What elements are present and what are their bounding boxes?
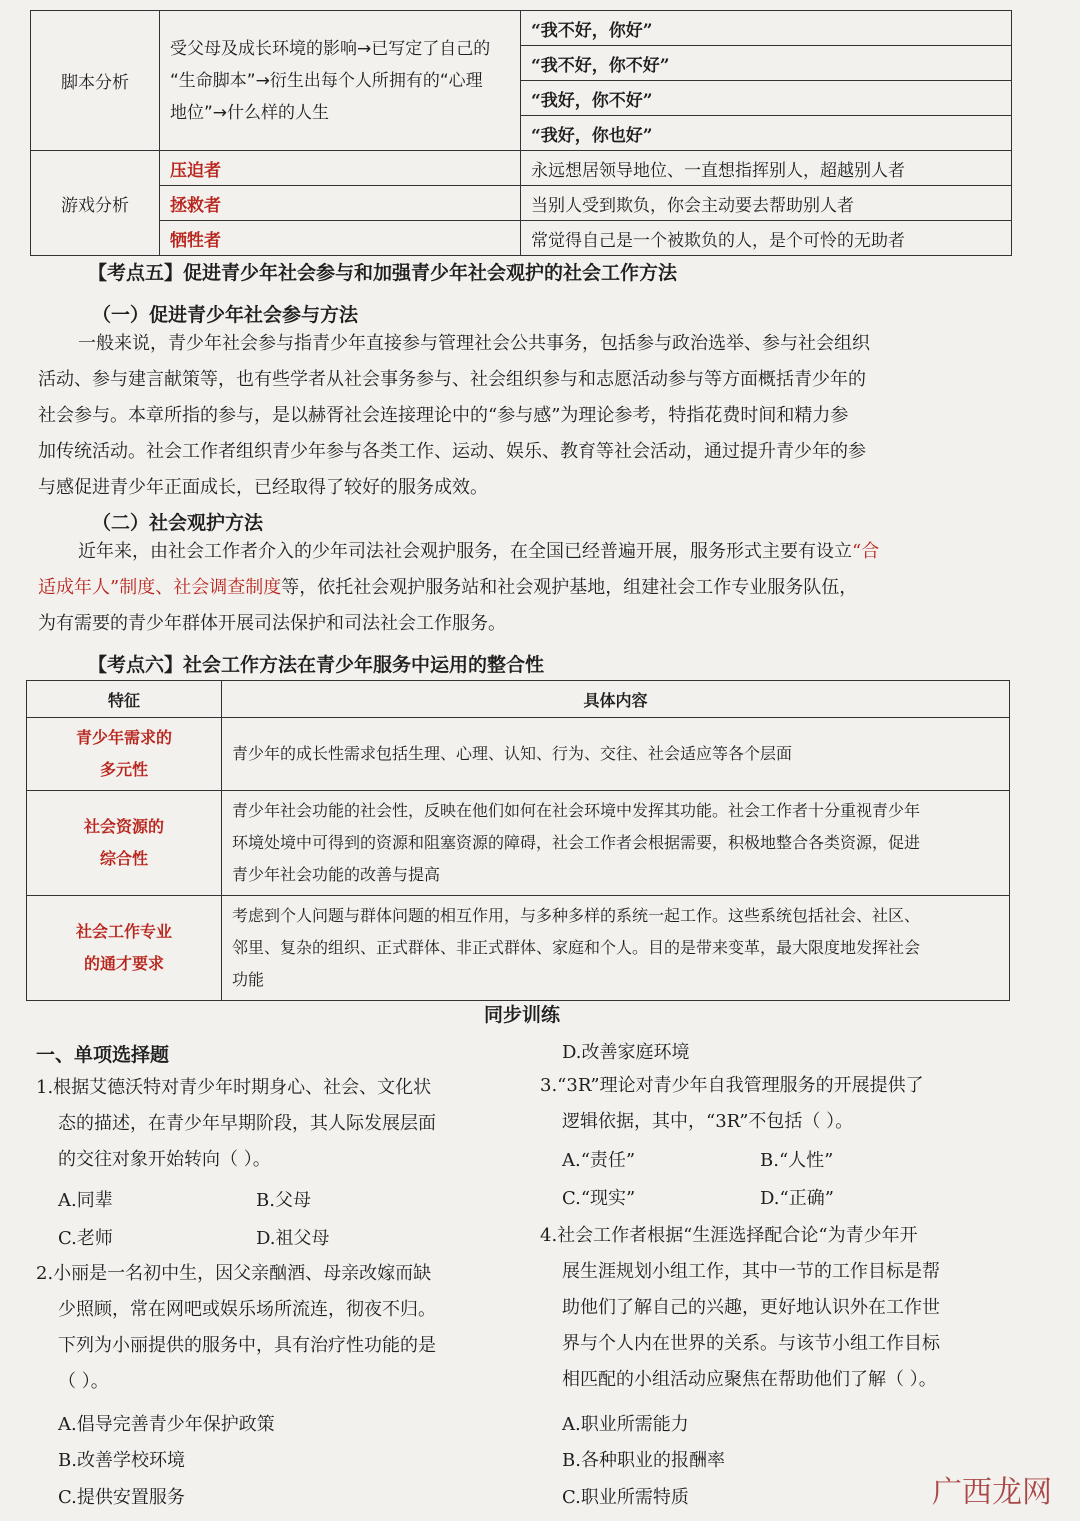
- header-feature: 特征: [27, 681, 222, 718]
- q3-option-b: B.“人性”: [760, 1150, 834, 1171]
- q3-option-c: C.“现实”: [562, 1188, 636, 1209]
- role-desc: 永远想居领导地位、一直想指挥别人，超越别人者: [521, 151, 1012, 186]
- integration-table: [26, 680, 1010, 1001]
- q1-option-c: C.老师: [58, 1228, 113, 1249]
- q2-option-a: A.倡导完善青少年保护政策: [58, 1414, 275, 1435]
- q4-option-b: B.各种职业的报酬率: [562, 1450, 725, 1471]
- life-position: “我不好，你好”: [521, 11, 1012, 46]
- game-analysis-label: 游戏分析: [31, 151, 160, 256]
- content-cell: 青少年的成长性需求包括生理、心理、认知、行为、交往、社会适应等各个层面: [222, 718, 1010, 791]
- feature-cell: 社会工作专业 的通才要求: [27, 896, 222, 1001]
- q2-option-d: D.改善家庭环境: [562, 1042, 690, 1063]
- training-section: 一、单项选择题: [36, 1044, 170, 1066]
- script-analysis-label: 脚本分析: [31, 11, 160, 151]
- feature-cell: 青少年需求的 多元性: [27, 718, 222, 791]
- q3-option-d: D.“正确”: [760, 1188, 834, 1209]
- question-4: 4.社会工作者根据“生涯选择配合论“为青少年开 展生涯规划小组工作，其中一节的工作目标是帮 助他们了解自己的兴趣，更好地认识外在工作世 界与个人内在世界的关系。与该节小组工作目标 相匹配的小组活动应聚焦在帮助他们了解（ ）。: [540, 1225, 940, 1390]
- section5-para2: 近年来，由社会工作者介入的少年司法社会观护服务，在全国已经普遍开展，服务形式主要有设立“合 适成年人”制度、社会调查制度等，依托社会观护服务站和社会观护基地，组建社会工作专业服务队伍， 为有需要的青少年群体开展司法保护和司法社会工作服务。: [38, 541, 880, 634]
- q1-option-b: B.父母: [256, 1190, 311, 1211]
- question-1: 1.根据艾德沃特对青少年时期身心、社会、文化状 态的描述，在青少年早期阶段，其人际发展层面 的交往对象开始转向（ ）。: [36, 1077, 436, 1170]
- section5-sub2: （二）社会观护方法: [92, 512, 264, 534]
- q4-option-c: C.职业所需特质: [562, 1487, 689, 1508]
- training-title: 同步训练: [484, 1004, 561, 1026]
- header-content: 具体内容: [222, 681, 1010, 718]
- question-3: 3.“3R”理论对青少年自我管理服务的开展提供了 逻辑依据，其中，“3R”不包括（ ）。: [540, 1075, 924, 1132]
- role-desc: 当别人受到欺负，你会主动要去帮助别人者: [521, 186, 1012, 221]
- section5-para1: 一般来说，青少年社会参与指青少年直接参与管理社会公共事务，包括参与政治选举、参与社会组织 活动、参与建言献策等，也有些学者从社会事务参与、社会组织参与和志愿活动参与等方面概括青少年的 社会参与。本章所指的参与，是以赫胥社会连接理论中的“参与感”为理论参考，特指花费时间和精力参 加传统活动。社会工作者组织青少年参与各类工作、运动、娱乐、教育等社会活动，通过提升青少年的参 与感促进青少年正面成长，已经取得了较好的服务成效。: [38, 333, 870, 498]
- feature-cell: 社会资源的 综合性: [27, 791, 222, 896]
- q2-option-b: B.改善学校环境: [58, 1450, 185, 1471]
- section6-title: 【考点六】社会工作方法在青少年服务中运用的整合性: [88, 654, 545, 676]
- script-analysis-desc: 受父母及成长环境的影响→已写定了自己的 “生命脚本”→衍生出每个人所拥有的“心理 地位”→什么样的人生: [160, 11, 521, 151]
- site-watermark: 广西龙网: [932, 1475, 1052, 1510]
- q1-option-a: A.同辈: [58, 1190, 113, 1211]
- life-position: “我好，你不好”: [521, 81, 1012, 116]
- role-name: 压迫者: [160, 151, 521, 186]
- section5-sub1: （一）促进青少年社会参与方法: [92, 304, 359, 326]
- q2-option-c: C.提供安置服务: [58, 1487, 185, 1508]
- content-cell: 考虑到个人问题与群体问题的相互作用，与多种多样的系统一起工作。这些系统包括社会、社区、 邻里、复杂的组织、正式群体、非正式群体、家庭和个人。目的是带来变革，最大限度地发挥社会 功能: [222, 896, 1010, 1001]
- q1-option-d: D.祖父母: [256, 1228, 330, 1249]
- role-desc: 常觉得自己是一个被欺负的人，是个可怜的无助者: [521, 221, 1012, 256]
- life-position: “我好，你也好”: [521, 116, 1012, 151]
- section5-title: 【考点五】促进青少年社会参与和加强青少年社会观护的社会工作方法: [88, 262, 678, 284]
- role-name: 拯救者: [160, 186, 521, 221]
- content-cell: 青少年社会功能的社会性，反映在他们如何在社会环境中发挥其功能。社会工作者十分重视青少年 环境处境中可得到的资源和阻塞资源的障碍，社会工作者会根据需要，积极地整合各类资源，促进 青少年社会功能的改善与提高: [222, 791, 1010, 896]
- q4-option-a: A.职业所需能力: [562, 1414, 689, 1435]
- q3-option-a: A.“责任”: [562, 1150, 636, 1171]
- life-position: “我不好，你不好”: [521, 46, 1012, 81]
- analysis-table: [30, 10, 1012, 256]
- role-name: 牺牲者: [160, 221, 521, 256]
- question-2: 2.小丽是一名初中生，因父亲酗酒、母亲改嫁而缺 少照顾，常在网吧或娱乐场所流连，彻夜不归。 下列为小丽提供的服务中，具有治疗性功能的是 （ ）。: [36, 1263, 436, 1392]
